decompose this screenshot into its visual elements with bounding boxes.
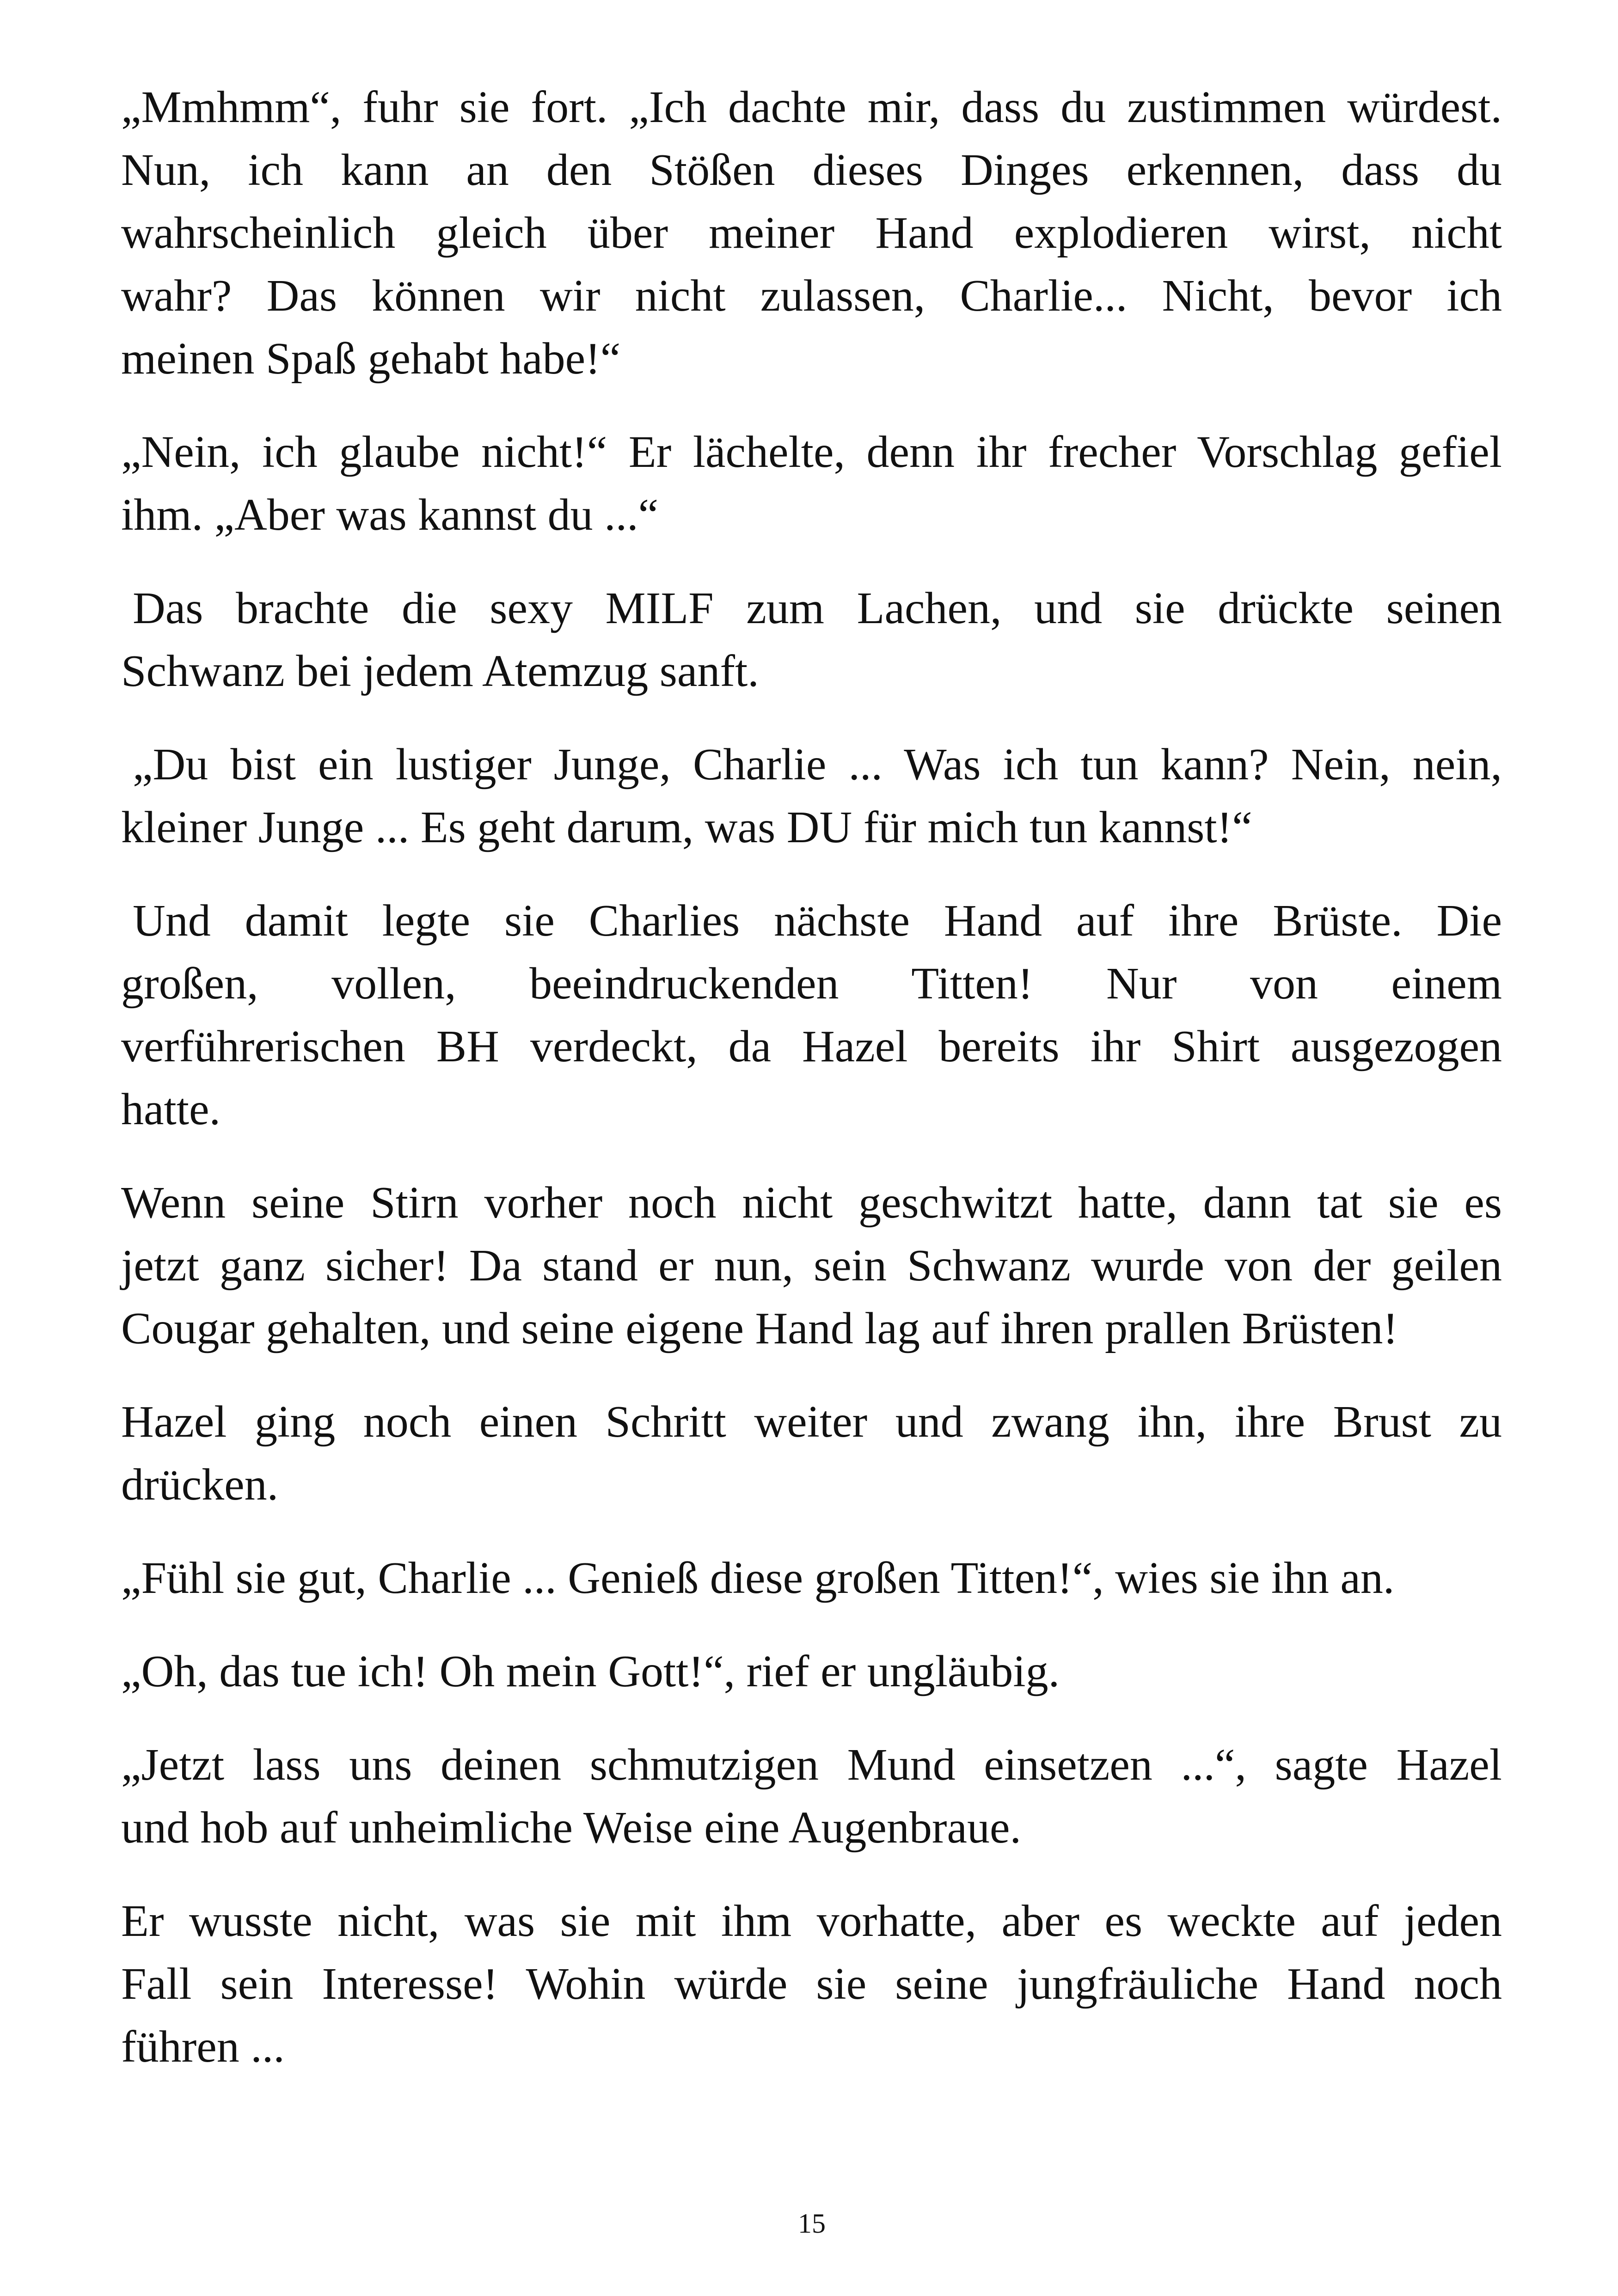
paragraph [121, 889, 1502, 1141]
text-line: meinen Spaß gehabt habe!“ [121, 334, 621, 384]
text-line: Hazel ging noch einen Schritt weiter und zwang ihn, ihre Brust zu [121, 1397, 1502, 1447]
page-body-text [121, 76, 1502, 2109]
text-line: verführerischen BH verdeckt, da Hazel bereits ihr Shirt ausgezogen [121, 1022, 1502, 1071]
text-line: Und damit legte sie Charlies nächste Hand auf ihre Brüste. Die [133, 896, 1502, 946]
text-line: Wenn seine Stirn vorher noch nicht geschwitzt hatte, dann tat sie es [121, 1178, 1502, 1228]
text-line: und hob auf unheimliche Weise eine Augenbraue. [121, 1803, 1021, 1853]
paragraph [121, 1890, 1502, 2078]
text-line: „Du bist ein lustiger Junge, Charlie ... Was ich tun kann? Nein, nein, [133, 740, 1502, 790]
text-line: „Oh, das tue ich! Oh mein Gott!“, rief er ungläubig. [121, 1647, 1060, 1696]
paragraph [121, 577, 1502, 703]
text-line: Fall sein Interesse! Wohin würde sie seine jungfräuliche Hand noch [121, 1959, 1502, 2009]
text-line: „Jetzt lass uns deinen schmutzigen Mund einsetzen ...“, sagte Hazel [121, 1740, 1502, 1790]
page-number: 15 [798, 2208, 826, 2239]
text-line: kleiner Junge ... Es geht darum, was DU für mich tun kannst!“ [121, 802, 1252, 852]
text-line: drücken. [121, 1460, 279, 1510]
paragraph [121, 733, 1502, 859]
text-line: „Nein, ich glaube nicht!“ Er lächelte, denn ihr frecher Vorschlag gefiel [121, 427, 1502, 477]
text-line: „Mmhmm“, fuhr sie fort. „Ich dachte mir, dass du zustimmen würdest. [121, 82, 1502, 132]
paragraph [121, 76, 1502, 390]
text-line: wahrscheinlich gleich über meiner Hand explodieren wirst, nicht [121, 208, 1502, 258]
text-line: Das brachte die sexy MILF zum Lachen, und sie drückte seinen [133, 583, 1502, 633]
text-line: wahr? Das können wir nicht zulassen, Charlie... Nicht, bevor ich [121, 271, 1502, 321]
text-line: Schwanz bei jedem Atemzug sanft. [121, 646, 759, 696]
paragraph [121, 1640, 1502, 1703]
paragraph [121, 1547, 1502, 1610]
text-line: hatte. [121, 1084, 221, 1134]
text-line: führen ... [121, 2022, 285, 2072]
paragraph [121, 421, 1502, 546]
text-line: Er wusste nicht, was sie mit ihm vorhatte, aber es weckte auf jeden [121, 1896, 1502, 1946]
text-line: jetzt ganz sicher! Da stand er nun, sein Schwanz wurde von der geilen [121, 1241, 1502, 1291]
text-line: großen, vollen, beeindruckenden Titten! Nur von einem [121, 959, 1502, 1009]
paragraph [121, 1390, 1502, 1516]
text-line: ihm. „Aber was kannst du ...“ [121, 490, 659, 540]
text-line: Cougar gehalten, und seine eigene Hand lag auf ihren prallen Brüsten! [121, 1304, 1398, 1353]
text-line: Nun, ich kann an den Stößen dieses Dinges erkennen, dass du [121, 145, 1502, 195]
paragraph [121, 1733, 1502, 1859]
paragraph [121, 1171, 1502, 1360]
text-line: „Fühl sie gut, Charlie ... Genieß diese großen Titten!“, wies sie ihn an. [121, 1553, 1395, 1603]
